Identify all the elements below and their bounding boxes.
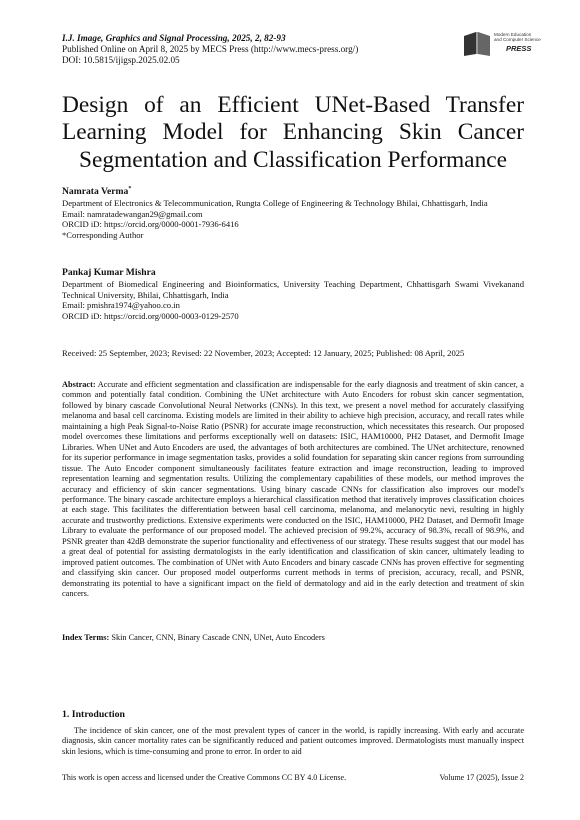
corresponding-author-note: *Corresponding Author [62, 229, 144, 240]
paper-title: Design of an Efficient UNet-Based Transfer Learning Model for Enhancing Skin Cancer Segmentation and Classification Performance [62, 92, 524, 173]
author-block-2 [62, 267, 524, 321]
doi-line: DOI: 10.5815/ijigsp.2025.02.05 [62, 55, 180, 65]
author-name-1-text: Namrata Verma [62, 186, 129, 198]
license-note: This work is open access and licensed under the Creative Commons CC BY 4.0 License. [62, 773, 347, 782]
author-1-orcid[interactable]: ORCID iD: https://orcid.org/0000-0001-7936-6416 [62, 219, 239, 230]
journal-header [62, 33, 462, 66]
logo-line-2: and Computer Science [494, 37, 541, 43]
corresponding-mark: * [128, 186, 132, 192]
journal-name: I.J. Image, Graphics and Signal Processing [62, 33, 228, 43]
published-line: Published Online on April 8, 2025 by MECS Press (http://www.mecs-press.org/) [62, 44, 359, 54]
author-name-1 [62, 186, 524, 197]
volume-issue: Volume 17 (2025), Issue 2 [439, 773, 524, 782]
author-1-email[interactable]: Email: namratadewangan29@gmail.com [62, 208, 203, 219]
logo-line-1: Modern Education [494, 32, 532, 37]
book-icon [462, 28, 492, 58]
index-terms [62, 633, 524, 643]
publication-dates: Received: 25 September, 2023; Revised: 22 November, 2023; Accepted: 12 January, 2025; Published: 08 April, 2025 [62, 348, 465, 358]
abstract-label: Abstract: [62, 380, 96, 389]
section-heading-introduction: 1. Introduction [62, 709, 125, 720]
author-2-orcid[interactable]: ORCID iD: https://orcid.org/0000-0003-0129-2570 [62, 310, 239, 321]
abstract [62, 380, 524, 600]
author-2-email[interactable]: Email: pmishra1974@yahoo.co.in [62, 300, 180, 310]
introduction-text: The incidence of skin cancer, one of the most prevalent types of cancer in the world, is rapidly increasing. With early and accurate diagnosis, skin cancer mortality rates can be significantly reduced and patient outcomes improved. Dermatologists must manually inspect skin lesions, which is time-consuming and prone to error. In order to aid [62, 726, 524, 756]
index-terms-label: Index Terms: [62, 633, 110, 642]
journal-volume: , 2025, 2, 82-93 [227, 33, 286, 43]
author-1-affiliation: Department of Electronics & Telecommunication, Rungta College of Engineering & Technology Bhilai, Chhattisgarh, India [62, 198, 488, 209]
journal-citation [62, 33, 462, 44]
logo-press: PRESS [506, 44, 532, 53]
author-2-affiliation: Department of Biomedical Engineering and Bioinformatics, University Teaching Department, Chhattisgarh Swami Vivekanand Technical University, Bhilai, Chhattisgarh, India [62, 279, 524, 300]
author-name-2: Pankaj Kumar Mishra [62, 267, 156, 278]
abstract-text: Accurate and efficient segmentation and classification are indispensable for the early diagnosis and treatment of skin cancer, a common and potentially fatal condition. Combining the UNet architecture with Auto Encoders for robust skin cancer segmentation, followed by binary cascade Convolutional Neural Networks (CNNs). In this text, we present a novel method for accurately classifying melanoma and basal cell carcinoma. Existing models are limited in their ability to achieve high precision, accuracy, and recall rates while maintaining a high Peak Signal-to-Noise Ratio (PSNR) for accurate image reconstruction, which necessitates this research. Our proposed model overcomes these limitations and performs exceptionally well on datasets: ISIC, HAM10000, PH2 Dataset, and Dermofit Image Libraries. When UNet and Auto Encoders are used, the advantages of both architectures are combined. The UNet architecture, renowned for its superior performance in image segmentation tasks, provides a solid foundation for separating skin cancer regions from surrounding tissue. The Auto Encoder component simultaneously facilitates feature extraction and image reconstruction, leading to improved representation learning and segmentation results. Utilizing the complementary capabilities of these models, our method improves the accuracy and efficiency of skin cancer segmentations. Using binary cascade CNNs for classification also improves our model's performance. The binary cascade architecture employs a hierarchical classification method that iteratively improves classification choices at each stage. This facilitates the differentiation between basal cell carcinoma, melanoma, and melanocytic nevi, resulting in highly accurate and trustworthy predictions. Extensive experiments were conducted on the ISIC, HAM10000, PH2 Dataset, and Dermofit Image Library to evaluate the performance of our proposed model. The achieved precision of 99.2%, accuracy of 98.3%, recall of 98.9%, and PSNR greater than 42dB demonstrate the superior functionality and effectiveness of our strategy. These results suggest that our model has a great deal of potential for assisting dermatologists in the early identification and classification of skin cancer, ultimately leading to improved patient outcomes. The combination of UNet with Auto Encoders and binary cascade CNNs has proven effective for segmenting and classifying skin cancer. Our proposed model outperforms current methods in terms of precision, accuracy, recall, and PSNR, demonstrating its potential to have a significant impact on the field of dermatology and aid in the early detection and treatment of skin cancers. [62, 380, 524, 599]
index-terms-text: Skin Cancer, CNN, Binary Cascade CNN, UNet, Auto Encoders [111, 633, 325, 642]
mecs-press-logo [462, 26, 554, 64]
author-block-1 [62, 186, 524, 240]
